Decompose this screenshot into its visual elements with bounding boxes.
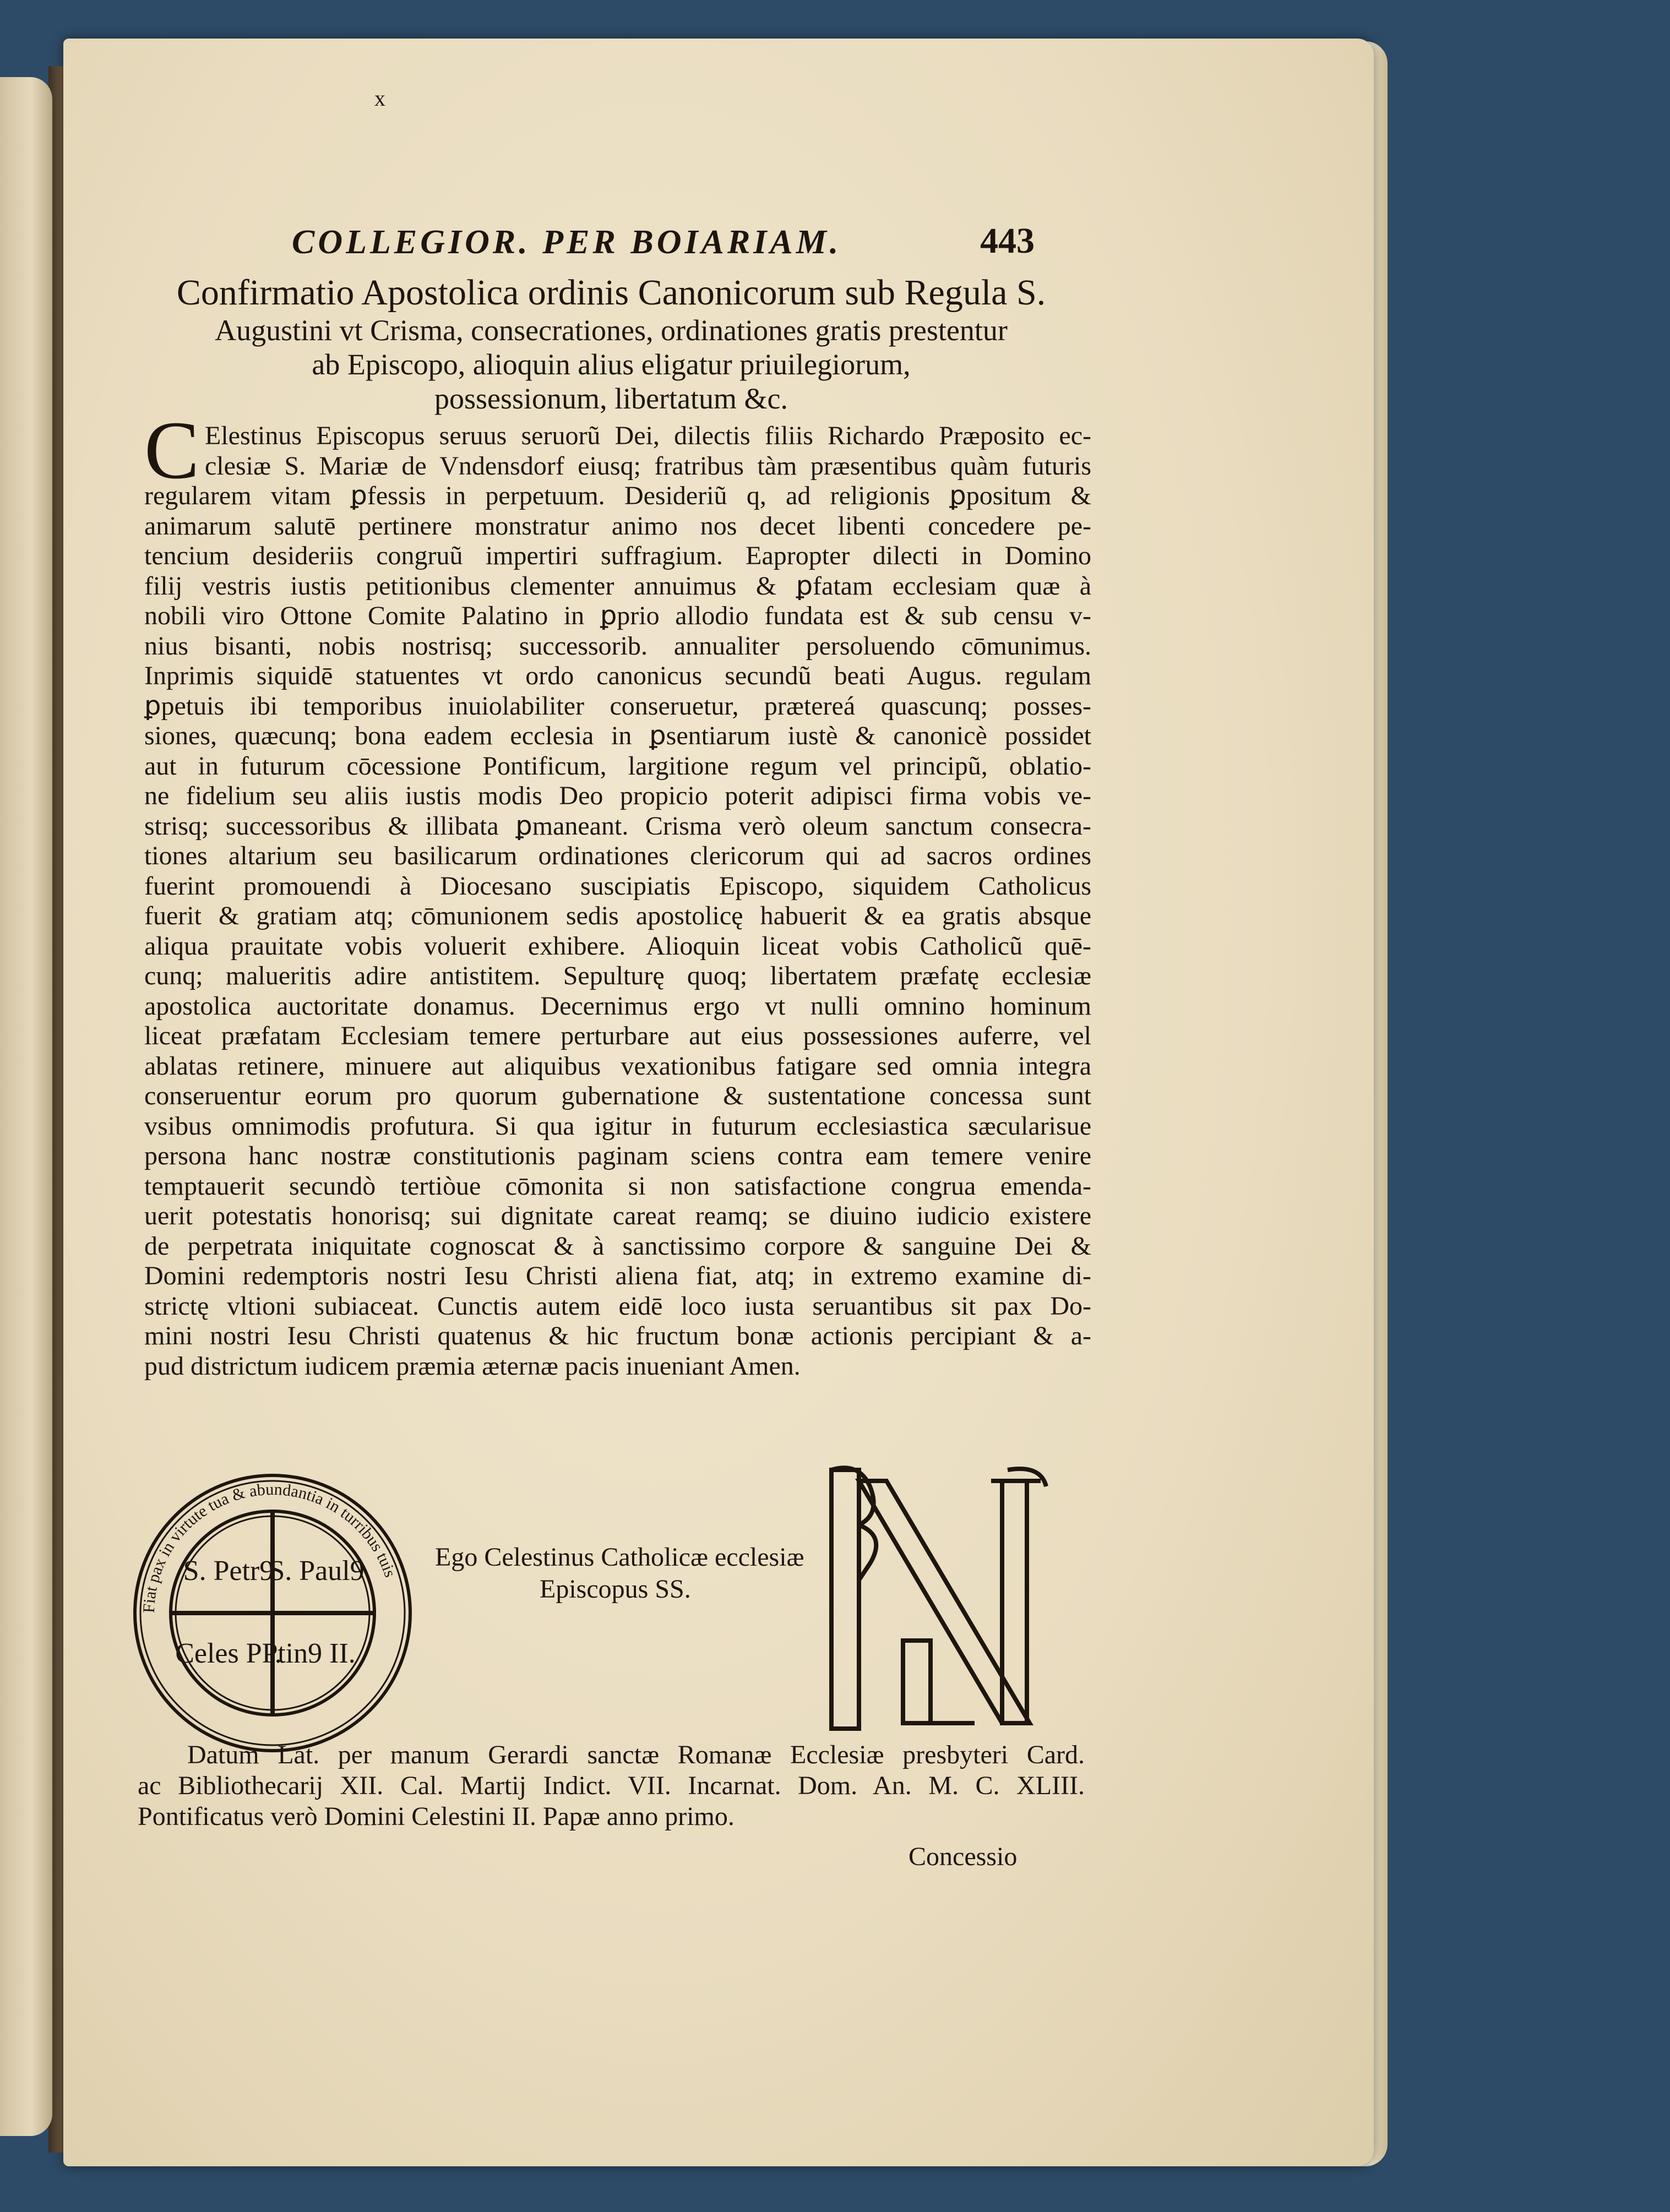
body-line: tencium desideriis congruũ impertiri suffragium. Eapropter dilecti in Domino bbox=[144, 541, 1091, 570]
body-line: cunq; malueritis adire antistitem. Sepulturę quoq; libertatem præfatę ecclesiæ bbox=[144, 961, 1091, 990]
subscription-line-2: Episcopus SS. bbox=[540, 1574, 691, 1604]
papal-seal bbox=[129, 1470, 416, 1756]
body-line: strisq; successoribus & illibata ꝑmaneant. Crisma verò oleum sanctum consecra- bbox=[144, 811, 1091, 841]
dating-line: Datum Lat. per manum Gerardi sanctæ Romanæ Ecclesiæ presbyteri Card. bbox=[187, 1740, 1085, 1769]
title-line-3: ab Episcopo, alioquin alius eligatur priuilegiorum, bbox=[312, 348, 911, 381]
seal-quadrant-bl: Celes PP. bbox=[175, 1638, 282, 1669]
title-line-4: possessionum, libertatum &c. bbox=[434, 382, 788, 415]
body-line: conseruentur eorum pro quorum gubernatione & sustentatione concessa sunt bbox=[144, 1081, 1091, 1110]
catchword: Concessio bbox=[909, 1842, 1018, 1871]
dating-clause bbox=[138, 1740, 1085, 1832]
body-line: apostolica auctoritate donamus. Decernimus ergo vt nulli omnino hominum bbox=[144, 991, 1091, 1021]
body-line: fuerit & gratiam atq; cōmunionem sedis apostolicę habuerit & ea gratis absque bbox=[144, 901, 1091, 930]
title-line-2: Augustini vt Crisma, consecrationes, ordinationes gratis prestentur bbox=[215, 314, 1008, 347]
body-line: strictę vltioni subiaceat. Cunctis autem eidē loco iusta seruantibus sit pax Do- bbox=[144, 1291, 1091, 1321]
seal-quadrant-br: tin9 II. bbox=[278, 1638, 356, 1669]
body-line: Inprimis siquidē statuentes vt ordo canonicus secundũ beati Augus. regulam bbox=[144, 661, 1091, 690]
body-line: tiones altarium seu basilicarum ordinationes clericorum qui ad sacros ordines bbox=[144, 841, 1091, 870]
body-line: siones, quæcunq; bona eadem ecclesia in ꝑsentiarum iustè & canonicè possidet bbox=[144, 721, 1091, 750]
body-line: pud districtum iudicem præmia æternæ pacis inueniant Amen. bbox=[144, 1351, 801, 1381]
seal-quadrant-tr: S. Paul9 bbox=[269, 1555, 365, 1587]
body-line: temptauerit secundò tertiòue cōmonita si non satisfactione congrua emenda- bbox=[144, 1171, 1091, 1201]
body-line: ꝑpetuis ibi temporibus inuiolabiliter conseruetur, prætereá quascunq; posses- bbox=[144, 691, 1091, 721]
body-line: vsibus omnimodis profutura. Si qua igitur in futurum ecclesiastica sæcularisue bbox=[144, 1111, 1091, 1141]
body-line: Domini redemptoris nostri Iesu Christi aliena fiat, atq; in extremo examine di- bbox=[144, 1261, 1091, 1290]
document-title bbox=[160, 273, 1063, 416]
body-line: clesiæ S. Mariæ de Vndensdorf eiusq; fratribus tàm præsentibus quàm futuris bbox=[205, 451, 1091, 481]
signature-mark: x bbox=[374, 86, 385, 111]
body-line: Elestinus Episcopus seruus seruorũ Dei, dilectis filiis Richardo Præposito ec- bbox=[205, 421, 1091, 450]
body-line: liceat præfatam Ecclesiam temere perturbare aut eius possessiones auferre, vel bbox=[144, 1021, 1091, 1050]
running-head: COLLEGIOR. PER BOIARIAM. bbox=[292, 224, 842, 261]
title-line-1: Confirmatio Apostolica ordinis Canonicorum sub Regula S. bbox=[176, 273, 1046, 313]
body-line: regularem vitam ꝑfessis in perpetuum. Desideriũ q, ad religionis ꝑpositum & bbox=[144, 481, 1091, 510]
body-line: ne fidelium seu aliis iustis modis Deo propicio poterit adipisci firma vobis ve- bbox=[144, 781, 1091, 810]
body-line: nobili viro Ottone Comite Palatino in ꝑprio allodio fundata est & sub censu v- bbox=[144, 601, 1091, 630]
seal-quadrant-tl: S. Petr9 bbox=[183, 1555, 274, 1587]
body-line: nius bisanti, nobis nostrisq; successorib. annualiter persoluendo cōmunimus. bbox=[144, 631, 1091, 661]
body-text bbox=[144, 405, 1091, 1381]
subscription-line-1: Ego Celestinus Catholicæ ecclesiæ bbox=[435, 1543, 804, 1572]
dating-line: ac Bibliothecarij XII. Cal. Martij Indict. VII. Incarnat. Dom. An. M. C. XLIII. bbox=[138, 1771, 1085, 1800]
drop-cap: C bbox=[144, 405, 200, 496]
page-number: 443 bbox=[980, 221, 1035, 261]
subscription bbox=[435, 1541, 804, 1605]
body-line: aliqua prauitate vobis voluerit exhibere. Alioquin liceat vobis Catholicũ quē- bbox=[144, 931, 1091, 961]
facing-page-edge bbox=[0, 77, 52, 2136]
seal-ring-text: Fiat pax in virtute tua & abundantia in turribus tuis bbox=[139, 1480, 400, 1614]
body-line: ablatas retinere, minuere aut aliquibus vexationibus fatigare sed omnia integra bbox=[144, 1051, 1091, 1081]
dating-line: Pontificatus verò Domini Celestini II. Papæ anno primo. bbox=[138, 1802, 735, 1831]
body-line: uerit potestatis honorisq; sui dignitate careat reamq; se diuino iudicio existere bbox=[144, 1201, 1091, 1230]
benevalete-monogram bbox=[820, 1464, 1052, 1740]
body-line: animarum salutē pertinere monstratur animo nos decet libenti concedere pe- bbox=[144, 511, 1091, 541]
body-line: fuerint promouendi à Diocesano suscipiatis Episcopo, siquidem Catholicus bbox=[144, 871, 1091, 901]
body-line: de perpetrata iniquitate cognoscat & à sanctissimo corpore & sanguine Dei & bbox=[144, 1231, 1091, 1261]
body-line: persona hanc nostræ constitutionis paginam sciens contra eam temere venire bbox=[144, 1141, 1091, 1170]
body-line: filij vestris iustis petitionibus clementer annuimus & ꝑfatam ecclesiam quæ à bbox=[144, 571, 1091, 601]
body-line: mini nostri Iesu Christi quatenus & hic fructum bonæ actionis percipiant & a- bbox=[144, 1321, 1091, 1350]
body-line: aut in futurum cōcessione Pontificum, largitione regum vel principũ, oblatio- bbox=[144, 751, 1091, 781]
